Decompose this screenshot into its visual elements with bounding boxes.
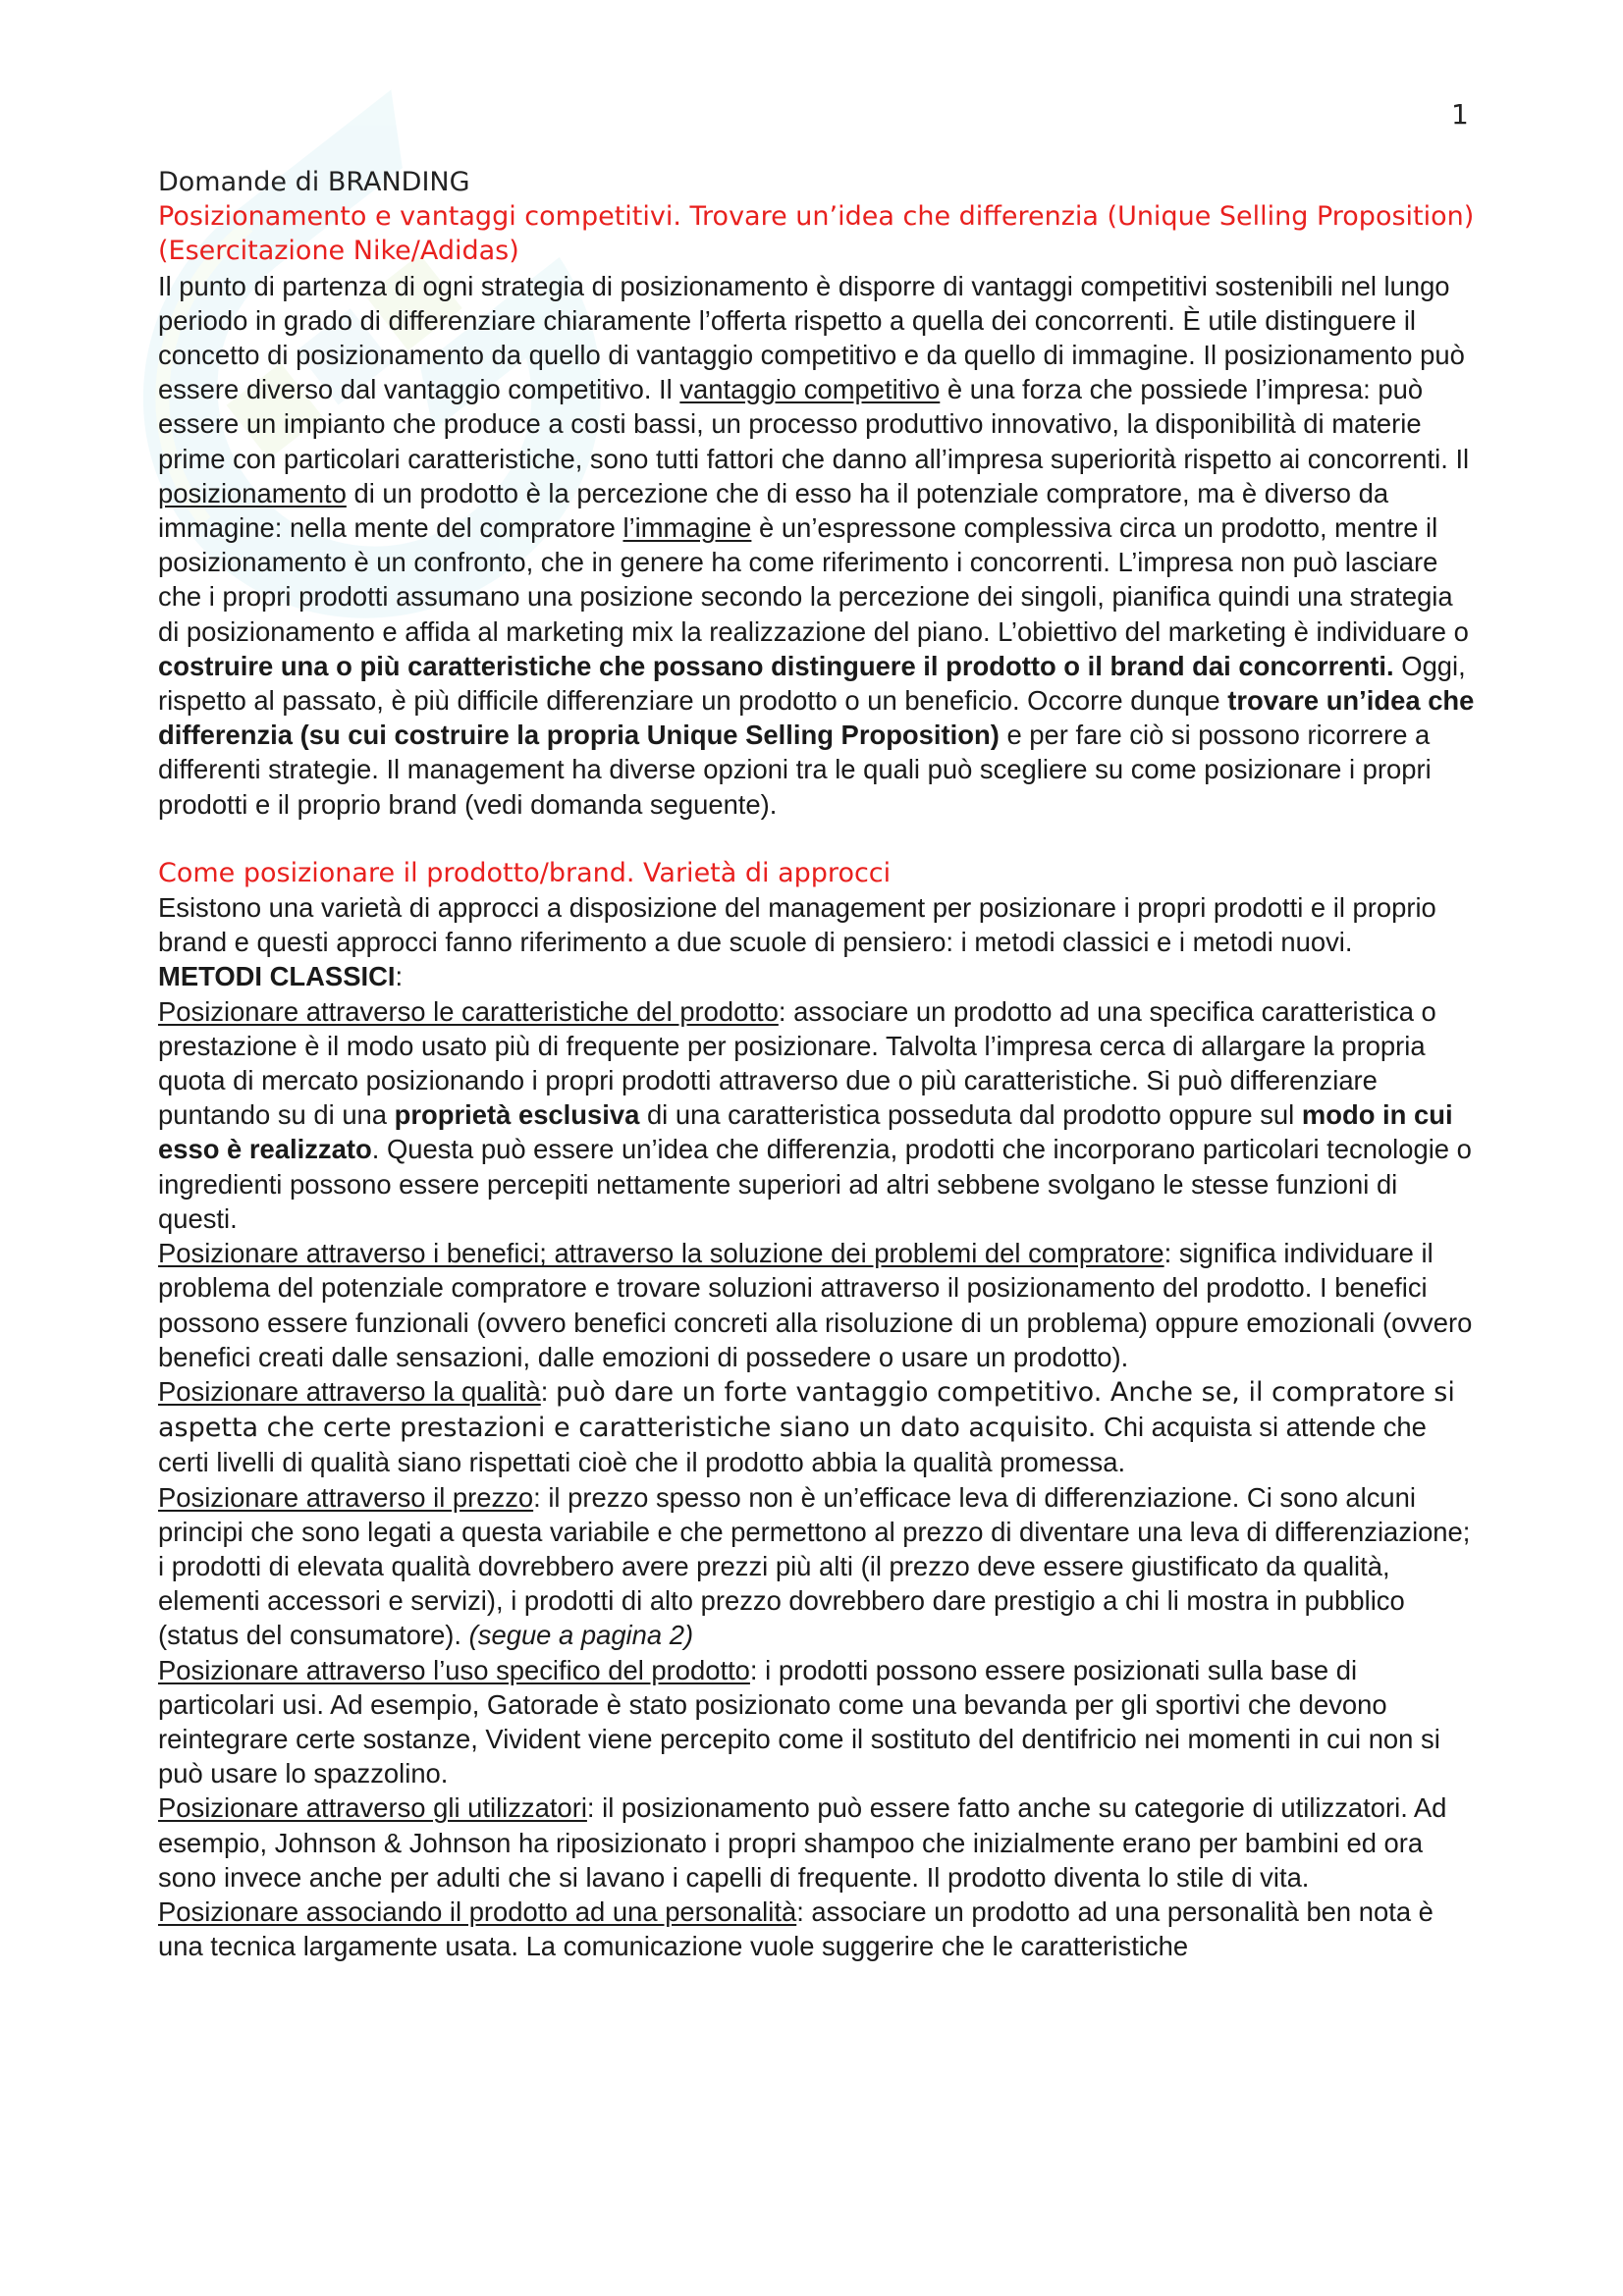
paragraph-benefici — [158, 1236, 1479, 1374]
metodi-classici-label — [158, 959, 1479, 993]
text-run: : il prezzo spesso non è un’efficace leva di differenziazione. Ci sono alcuni principi che sono legati a questa variabile e che permettono al prezzo di diventare una leva di differenziazione; i prodotti di elevata qualità dovrebbero avere prezzi più alti (il prezzo deve essere giustificato da qualità, elementi accessori e servizi), i prodotti di alto prezzo dovrebbero dare prestigio a chi li mostra in pubblico (status del consumatore). — [158, 1481, 1471, 1651]
section-heading-posizionamento: Posizionamento e vantaggi competitivi. Trovare un’idea che differenzia (Unique Selling Proposition) (Esercitazione Nike/Adidas) — [158, 201, 1475, 267]
text-run-alt-font: può dare un forte vantaggio competitivo. Anche se, il compratore si aspetta che certe prestazioni e caratteristiche siano un dato acquisito. — [158, 1376, 1455, 1444]
text-run: e per fare ciò si possono ricorrere a differenti strategie. Il management ha diverse opzioni tra le quali può scegliere su come posizionare i propri prodotti e il proprio brand (vedi domanda seguente). — [158, 720, 1432, 820]
bold-phrase: modo in cui esso è realizzato — [158, 1099, 1453, 1165]
document-body — [158, 165, 1479, 1963]
bold-phrase: costruire una o più caratteristiche che possano distinguere il prodotto o il brand dai concorrenti. — [158, 650, 1394, 681]
text-run: : — [395, 961, 404, 992]
paragraph-intro: Esistono una varietà di approcci a disposizione del management per posizionare i propri prodotti e il proprio brand e questi approcci fanno riferimento a due scuole di pensiero: i metodi classici e i metodi nuovi. — [158, 892, 1436, 958]
method-title: Posizionare associando il prodotto ad una personalità — [158, 1896, 797, 1927]
paragraph-qualita — [158, 1374, 1479, 1480]
text-run: Il punto di partenza di ogni strategia di posizionamento è disporre di vantaggi competitivi sostenibili nel lungo periodo in grado di differenziare chiaramente l’offerta rispetto a quella dei concorrenti. È utile distinguere il concetto di posizionamento da quello di vantaggio competitivo e da quello di immagine. Il posizionamento può essere diverso dal vantaggio competitivo. Il — [158, 270, 1465, 405]
text-run: : significa individuare il problema del potenziale compratore e trovare soluzioni attraverso il posizionamento del prodotto. I benefici possono essere funzionali (ovvero benefici concreti alla risoluzione di un problema) oppure emozionali (ovvero benefici creati dalle sensazioni, dalle emozioni di possedere o usare un prodotto). — [158, 1238, 1473, 1372]
method-title: Posizionare attraverso gli utilizzatori — [158, 1792, 587, 1824]
text-run: : — [540, 1375, 557, 1407]
paragraph-personalita — [158, 1895, 1479, 1963]
text-run: Chi acquista si attende che certi livelli di qualità siano rispettati cioè che il prodotto abbia la qualità promessa. — [158, 1412, 1427, 1478]
text-run: Oggi, rispetto al passato, è più difficile differenziare un prodotto o un beneficio. Occorre dunque — [158, 650, 1466, 717]
underlined-term: posizionamento — [158, 477, 347, 508]
method-title: Posizionare attraverso i benefici; attraverso la soluzione dei problemi del compratore — [158, 1238, 1164, 1269]
text-run: : associare un prodotto ad una personalità ben nota è una tecnica largamente usata. La comunicazione vuole suggerire che le caratteristiche — [158, 1896, 1434, 1962]
continuation-note: (segue a pagina 2) — [468, 1620, 694, 1651]
paragraph-posizionamento — [158, 269, 1479, 822]
text-run: è un’espressone complessiva circa un prodotto, mentre il posizionamento è un confronto, che in genere ha come riferimento i concorrenti. L’impresa non può lasciare che i propri prodotti assumano una posizione secondo la percezione dei singoli, pianifica quindi una strategia di posizionamento e affida al marketing mix la realizzazione del piano. L’obiettivo del marketing è individuare o — [158, 512, 1469, 647]
text-run: : associare un prodotto ad una specifica caratteristica o prestazione è il modo usato più di frequente per posizionare. Talvolta l’impresa cerca di allargare la propria quota di mercato posizionando i propri prodotti attraverso due o più caratteristiche. Si può differenziare puntando su di una — [158, 995, 1436, 1131]
text-run: : i prodotti possono essere posizionati sulla base di particolari usi. Ad esempio, Gatorade è stato posizionato come una bevanda per gli sportivi che devono reintegrare certe sostanze, Vivident viene percepito come il sostituto del dentifricio nei momenti in cui non si può usare lo spazzolino. — [158, 1654, 1440, 1789]
text-run: . Questa può essere un’idea che differenzia, prodotti che incorporano particolari tecnologie o ingredienti possono essere percepiti nettamente superiori ad altri sebbene svolgano le stesse funzioni di questi. — [158, 1134, 1472, 1234]
bold-phrase: proprietà esclusiva — [394, 1099, 640, 1131]
text-run: di un prodotto è la percezione che di esso ha il potenziale compratore, ma è diverso da immagine: nella mente del compratore — [158, 477, 1389, 544]
method-title: Posizionare attraverso l’uso specifico del prodotto — [158, 1654, 750, 1685]
underlined-term: l’immagine — [622, 512, 752, 544]
section-heading-approcci: Come posizionare il prodotto/brand. Varietà di approcci — [158, 857, 892, 888]
method-title: Posizionare attraverso il prezzo — [158, 1481, 534, 1513]
text-run: di una caratteristica posseduta dal prodotto oppure sul — [639, 1099, 1302, 1131]
paragraph-caratteristiche — [158, 994, 1479, 1236]
paragraph-uso-specifico — [158, 1653, 1479, 1791]
page-number: 1 — [1451, 98, 1469, 131]
paragraph-prezzo — [158, 1480, 1479, 1653]
method-title: Posizionare attraverso le caratteristiche del prodotto — [158, 995, 779, 1027]
bold-phrase: trovare un’idea che differenzia (su cui costruire la propria Unique Selling Proposition) — [158, 685, 1475, 751]
text-run: è una forza che possiede l’impresa: può essere un impianto che produce a costi bassi, un processo produttivo innovativo, la disponibilità di materie prime con particolari caratteristiche, sono tutti fattori che danno all’impresa superiorità rispetto ai concorrenti. Il — [158, 374, 1470, 474]
method-title: Posizionare attraverso la qualità — [158, 1375, 541, 1407]
bold-label: METODI CLASSICI — [158, 961, 396, 992]
document-title: Domande di BRANDING — [158, 167, 470, 197]
text-run: : il posizionamento può essere fatto anche su categorie di utilizzatori. Ad esempio, Johnson & Johnson ha riposizionato i propri shampoo che inizialmente erano per bambini ed ora sono invece anche per adulti che si lavano i capelli di frequente. Il prodotto diventa lo stile di vita. — [158, 1792, 1447, 1893]
underlined-term: vantaggio competitivo — [679, 374, 941, 405]
paragraph-utilizzatori — [158, 1790, 1479, 1895]
